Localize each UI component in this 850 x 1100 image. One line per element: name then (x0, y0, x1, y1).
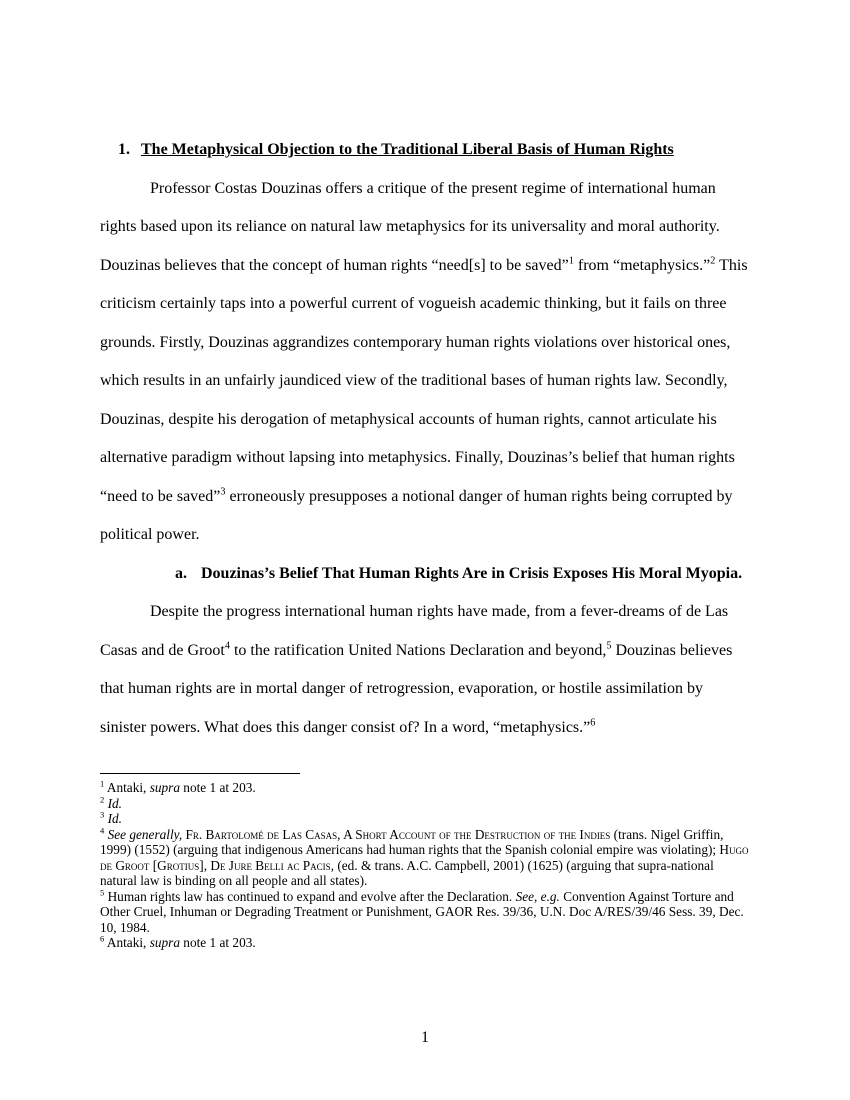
subsection-heading-text: Douzinas’s Belief That Human Rights Are in Crisis Exposes His Moral Myopia. (201, 564, 743, 582)
subsection-letter: a. (175, 564, 187, 582)
subsection-heading (100, 555, 750, 594)
page-number: 1 (421, 1029, 429, 1046)
footnote: $^3$ Id. (100, 809, 122, 826)
footnote-separator (100, 773, 300, 774)
section-number: 1. (118, 141, 130, 158)
body-paragraph: Despite the progress international human rights have made, from a fever-dreams of de Las Casas and de Groot$^4$ to the ratification United Nations Declaration and beyond,$^5$ Douzinas believes that human rights are in mortal danger of retrogression, evaporation, or hostile assimilation by sinister powers. What does this danger consist of? In a word, “metaphysics.”$^6$ (100, 603, 733, 736)
footnote: $^4$ See generally, Fr. Bartolomé de Las Casas, A Short Account of the Destruction of the Indies (trans. Nigel Griffin, 1999) (1552) (arguing that indigenous Americans had human rights that the Spanish colonial empire was violating); Hugo de Groot [Grotius], De Jure Belli ac Pacis, (ed. & trans. A.C. Campbell, 2001) (1625) (arguing that supra-national natural law is binding on all people and all states). (100, 825, 749, 888)
body-paragraph: Professor Costas Douzinas offers a critique of the present regime of international human rights based upon its reliance on natural law metaphysics for its universality and moral authority. Douzinas believes that the concept of human rights “need[s] to be saved”$^1$ from “metaphysics.”$^2$ This criticism certainly taps into a powerful current of vogueish academic thinking, but it fails on three grounds. Firstly, Douzinas aggrandizes contemporary human rights violations over historical ones, which results in an unfairly jaundiced view of the traditional bases of human rights law. Secondly, Douzinas, despite his derogation of metaphysical accounts of human rights, cannot articulate his alternative paradigm without lapsing into metaphysics. Finally, Douzinas’s belief that human rights “need to be saved”$^3$ erroneously presupposes a notional danger of human rights being corrupted by political power. (100, 179, 748, 543)
footnote-section (100, 773, 750, 951)
footnotes-list (100, 780, 750, 951)
section-heading-text: The Metaphysical Objection to the Traditional Liberal Basis of Human Rights (141, 141, 674, 158)
footnote: $^6$ Antaki, supra note 1 at 203. (100, 933, 256, 950)
footnote: $^2$ Id. (100, 794, 122, 811)
footnote: $^5$ Human rights law has continued to expand and evolve after the Declaration. See, e.g. Convention Against Torture and Other Cruel, Inhuman or Degrading Treatment or Punishment, GAOR Res. 39/36, U.N. Doc A/RES/39/46 Sess. 39, Dec. 10, 1984. (100, 887, 744, 935)
section-heading (100, 131, 750, 170)
document-body (100, 131, 750, 951)
footnote: $^1$ Antaki, supra note 1 at 203. (100, 778, 256, 795)
